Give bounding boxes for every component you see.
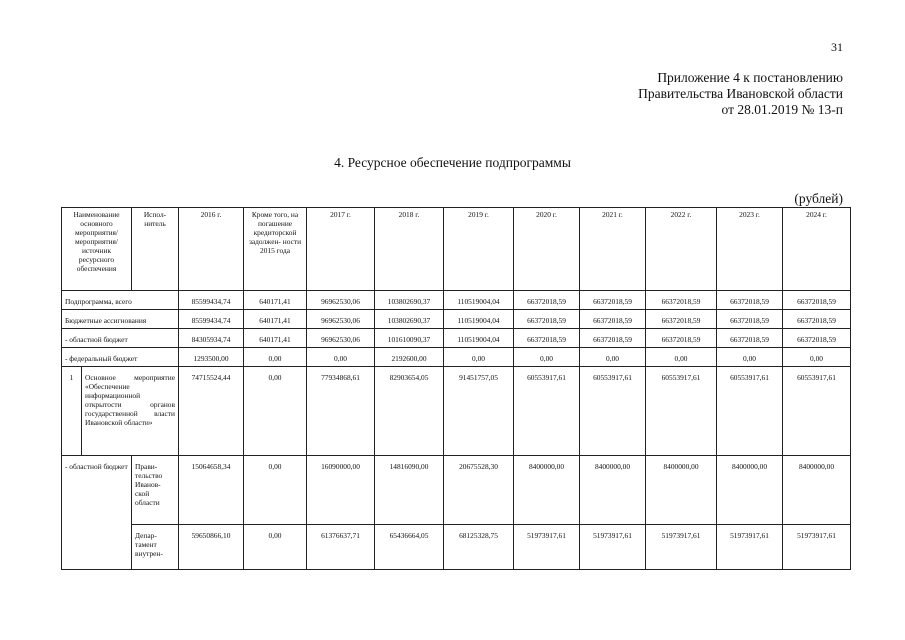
cell-2021: 60553917,61 (580, 367, 646, 456)
cell-2018: 103802690,37 (375, 291, 444, 310)
cell-2019: 110519004,04 (444, 310, 514, 329)
cell-2024: 60553917,61 (783, 367, 851, 456)
cell-2023: 66372018,59 (717, 329, 783, 348)
cell-2024: 66372018,59 (783, 291, 851, 310)
table-row-department (62, 525, 851, 570)
cell-2024: 0,00 (783, 348, 851, 367)
cell-2017: 0,00 (307, 348, 375, 367)
cell-2020: 60553917,61 (514, 367, 580, 456)
row-label: Подпрограмма, всего (62, 291, 179, 310)
cell-2019: 68125328,75 (444, 525, 514, 570)
header-2021: 2021 г. (580, 208, 646, 291)
cell-2017: 16090000,00 (307, 456, 375, 525)
cell-2024: 8400000,00 (783, 456, 851, 525)
cell-2023: 8400000,00 (717, 456, 783, 525)
cell-2016: 1293500,00 (179, 348, 244, 367)
cell-2018: 103802690,37 (375, 310, 444, 329)
appendix-line-1: Приложение 4 к постановлению (657, 70, 843, 85)
row-label: - федеральный бюджет (62, 348, 179, 367)
cell-besides: 0,00 (244, 348, 307, 367)
cell-2016: 15064658,34 (179, 456, 244, 525)
appendix-line-2: Правительства Ивановской области (638, 86, 843, 101)
table-row (62, 291, 851, 310)
cell-2022: 0,00 (646, 348, 717, 367)
cell-2016: 59650866,10 (179, 525, 244, 570)
table-row (62, 348, 851, 367)
cell-besides: 640171,41 (244, 291, 307, 310)
cell-2018: 65436664,05 (375, 525, 444, 570)
table-row-regional-budget (62, 456, 851, 525)
header-2018: 2018 г. (375, 208, 444, 291)
header-besides: Кроме того, на погашение кредиторской задолжен- ности 2015 года (244, 208, 307, 291)
cell-2018: 14816090,00 (375, 456, 444, 525)
cell-2024: 66372018,59 (783, 310, 851, 329)
header-2024: 2024 г. (783, 208, 851, 291)
cell-2023: 51973917,61 (717, 525, 783, 570)
cell-2019: 0,00 (444, 348, 514, 367)
cell-2024: 66372018,59 (783, 329, 851, 348)
activity-name: Основное мероприятие «Обеспечение информационной открытости органов государственной власти Ивановской области» (82, 367, 179, 456)
appendix-line-3: от 28.01.2019 № 13-п (721, 102, 843, 117)
cell-2022: 8400000,00 (646, 456, 717, 525)
cell-2021: 0,00 (580, 348, 646, 367)
cell-2017: 96962530,06 (307, 329, 375, 348)
cell-2017: 77934868,61 (307, 367, 375, 456)
header-executor: Испол- нитель (132, 208, 179, 291)
cell-2020: 0,00 (514, 348, 580, 367)
header-2022: 2022 г. (646, 208, 717, 291)
header-name: Наименование основного мероприятия/ мероприятия/ источник ресурсного обеспечения (62, 208, 132, 291)
units-label: (рублей) (794, 191, 843, 206)
cell-2022: 66372018,59 (646, 291, 717, 310)
cell-2020: 66372018,59 (514, 291, 580, 310)
cell-2021: 51973917,61 (580, 525, 646, 570)
header-2023: 2023 г. (717, 208, 783, 291)
cell-2018: 2192600,00 (375, 348, 444, 367)
cell-2023: 0,00 (717, 348, 783, 367)
cell-2024: 51973917,61 (783, 525, 851, 570)
cell-2017: 96962530,06 (307, 291, 375, 310)
cell-2022: 51973917,61 (646, 525, 717, 570)
cell-2016: 84305934,74 (179, 329, 244, 348)
cell-2020: 51973917,61 (514, 525, 580, 570)
cell-2019: 110519004,04 (444, 329, 514, 348)
header-2020: 2020 г. (514, 208, 580, 291)
cell-besides: 0,00 (244, 367, 307, 456)
cell-besides: 0,00 (244, 525, 307, 570)
cell-besides: 640171,41 (244, 329, 307, 348)
table-row-main-activity (62, 367, 851, 456)
appendix-header (638, 70, 843, 118)
row-label: - областной бюджет (62, 329, 179, 348)
cell-2019: 91451757,05 (444, 367, 514, 456)
resource-table (61, 207, 851, 570)
cell-2017: 61376637,71 (307, 525, 375, 570)
cell-besides: 640171,41 (244, 310, 307, 329)
page-number: 31 (831, 40, 843, 54)
executor-department: Депар- тамент внутрен- (132, 525, 179, 570)
cell-2019: 110519004,04 (444, 291, 514, 310)
cell-2017: 96962530,06 (307, 310, 375, 329)
header-row (62, 208, 851, 291)
cell-2023: 66372018,59 (717, 310, 783, 329)
cell-besides: 0,00 (244, 456, 307, 525)
cell-2020: 8400000,00 (514, 456, 580, 525)
cell-2023: 66372018,59 (717, 291, 783, 310)
cell-2016: 85599434,74 (179, 291, 244, 310)
row-label: Бюджетные ассигнования (62, 310, 179, 329)
header-2016: 2016 г. (179, 208, 244, 291)
cell-2022: 60553917,61 (646, 367, 717, 456)
cell-2018: 82903654,05 (375, 367, 444, 456)
table-row (62, 310, 851, 329)
header-2019: 2019 г. (444, 208, 514, 291)
table-row (62, 329, 851, 348)
executor-government: Прави- тельство Иванов- ской области (132, 456, 179, 525)
cell-2021: 8400000,00 (580, 456, 646, 525)
cell-2021: 66372018,59 (580, 310, 646, 329)
section-title: 4. Ресурсное обеспечение подпрограммы (334, 155, 571, 170)
cell-2020: 66372018,59 (514, 329, 580, 348)
cell-2020: 66372018,59 (514, 310, 580, 329)
regional-budget-label: - областной бюджет (62, 456, 132, 570)
cell-2018: 101610090,37 (375, 329, 444, 348)
cell-2016: 85599434,74 (179, 310, 244, 329)
cell-2022: 66372018,59 (646, 310, 717, 329)
cell-2019: 20675528,30 (444, 456, 514, 525)
header-2017: 2017 г. (307, 208, 375, 291)
cell-2022: 66372018,59 (646, 329, 717, 348)
cell-2016: 74715524,44 (179, 367, 244, 456)
cell-2021: 66372018,59 (580, 329, 646, 348)
cell-2023: 60553917,61 (717, 367, 783, 456)
cell-2021: 66372018,59 (580, 291, 646, 310)
activity-number: 1 (62, 367, 82, 456)
